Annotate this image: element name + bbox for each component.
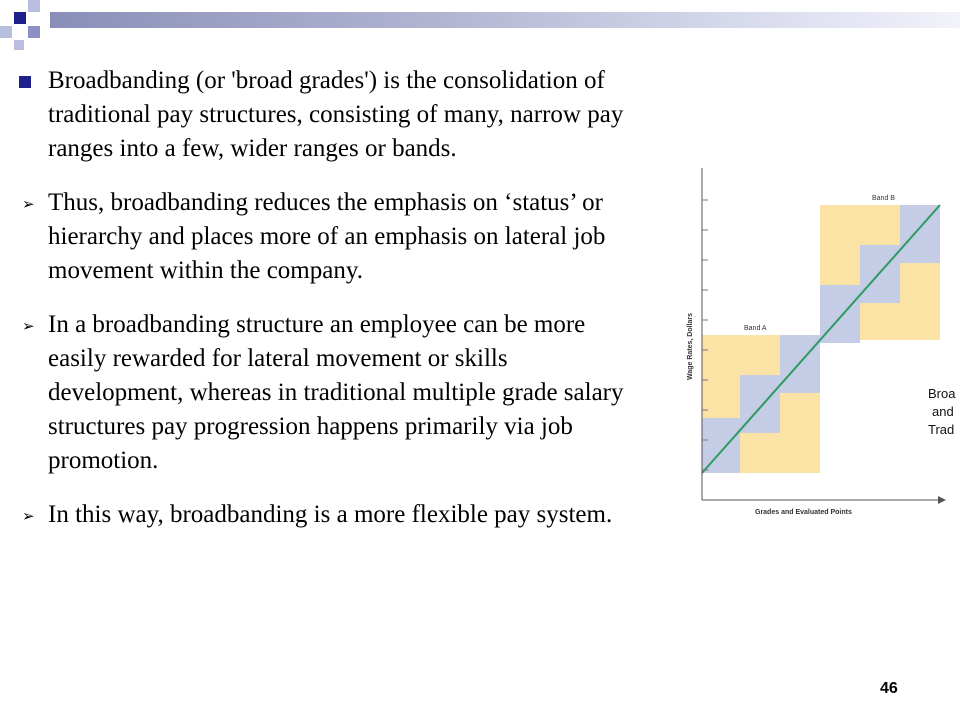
side-caption-line: and xyxy=(932,404,954,419)
bullet-text: Broadbanding (or 'broad grades') is the consolidation of traditional pay structures, consisting of many, narrow pay ranges into a few, wider ranges or bands. xyxy=(48,67,624,162)
arrow-bullet-icon: ➢ xyxy=(22,507,35,525)
page-number: 46 xyxy=(880,680,898,697)
bullet-item xyxy=(10,186,630,288)
bullet-item xyxy=(10,498,630,532)
bullet-item xyxy=(10,308,630,478)
band-a-label: Band A xyxy=(744,325,767,332)
bullet-text: Thus, broadbanding reduces the emphasis on ‘status’ or hierarchy and places more of an emphasis on lateral job movement within the company. xyxy=(48,189,606,284)
square-bullet-icon xyxy=(19,76,31,88)
broadbanding-diagram xyxy=(660,160,960,530)
y-axis-label: Wage Rates, Dollars xyxy=(687,312,694,380)
arrow-bullet-icon: ➢ xyxy=(22,195,35,213)
title-bar xyxy=(50,12,960,28)
x-axis-arrow-icon xyxy=(938,496,946,504)
bullet-item xyxy=(10,64,630,166)
bullet-text: In this way, broadbanding is a more flexible pay system. xyxy=(48,501,613,528)
bullet-text: In a broadbanding structure an employee can be more easily rewarded for lateral movement or skills development, whereas in traditional multiple grade salary structures pay progression happens primarily via job promotion. xyxy=(48,311,624,474)
band-b-label: Band B xyxy=(872,195,895,202)
x-axis-label: Grades and Evaluated Points xyxy=(755,509,852,516)
bullet-list xyxy=(10,64,630,532)
grade-range xyxy=(900,205,940,263)
arrow-bullet-icon: ➢ xyxy=(22,317,35,335)
side-caption-line: Broa xyxy=(928,386,956,401)
side-caption-line: Trad xyxy=(928,422,955,437)
grade-range xyxy=(702,418,740,473)
